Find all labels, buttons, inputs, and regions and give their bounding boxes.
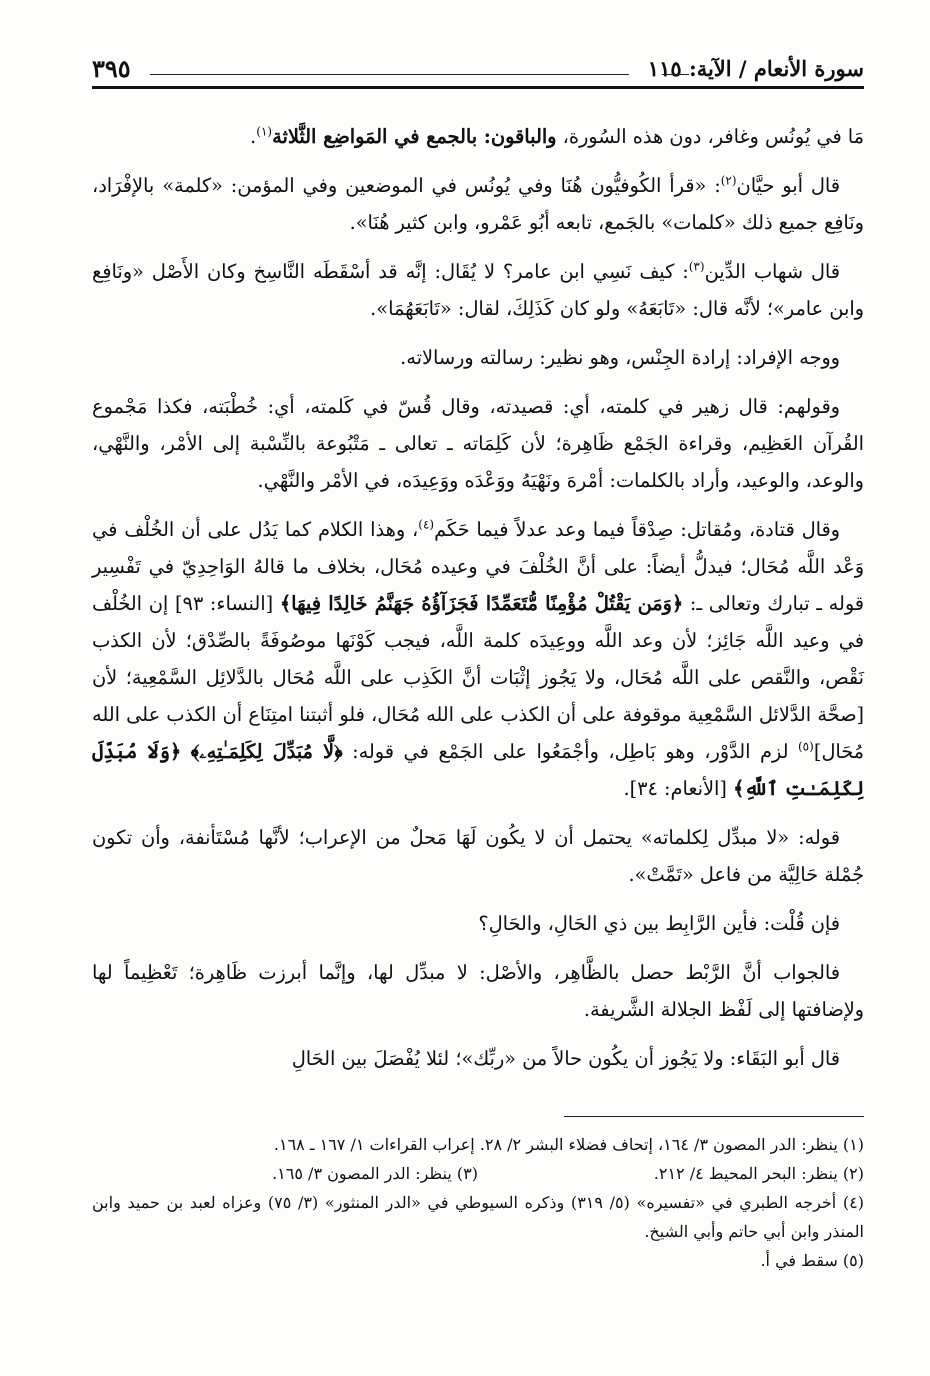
paragraph-text: لزم الدَّوْر، وهو بَاطِل، وأجْمَعُوا على الجَمْع في قوله: — [342, 740, 798, 763]
book-page — [92, 52, 865, 1270]
paragraph-text: [الأنعام: ٣٤]. — [623, 777, 733, 800]
paragraph-9: فالجواب أنَّ الرَّبْط حصل بالظَّاهِر، والأصْل: لا مبدِّل لها، وإنَّما أبرزت ظَاهِرة؛ تَعْظِيماً لها ولإضافتها إلى لَفْظ الجلالة الشَّريفة. — [92, 961, 864, 1021]
footnote-1: (١) ينظر: الدر المصون ٣/ ١٦٤، إتحاف فضلاء البشر ٢/ ٢٨. إعراب القراءات ١/ ١٦٧ ـ ١٦٨. — [273, 1135, 864, 1154]
paragraph-5: وقولهم: قال زهير في كلمته، أي: قصيدته، وقال قُسّ في كَلمته، أي: خُطْبَته، فكذا مَجْموع القُرآن العَظِيم، وقراءة الجَمْع ظَاهِرة؛ لأن كَلِمَاته ـ تعالى ـ مَتْبُوعة بالنِّسْبة إلى الأمْر، والنَّهْي، والوعد، والوعيد، وأراد بالكلمات: أمْرهَ ونَهْيَهُ ووَعْدَه ووَعِيدَه، في الأمْر والنَّهْي. — [92, 395, 864, 492]
footnote-ref-1[interactable]: (١) — [256, 124, 273, 139]
header-rule-short — [662, 74, 689, 75]
footnote-row — [92, 1159, 864, 1188]
paragraph-text: مَا في يُونُس وغافر، دون هذه السُورة، — [556, 125, 864, 148]
paragraph-text: قال شهاب الدِّين — [704, 260, 840, 283]
paragraph-text: وقال قتادة، ومُقاتل: صِدْقاً فيما وعد عدلاً فيما حَكَم — [434, 518, 840, 541]
page-number: ٣٩٥ — [92, 54, 131, 83]
paragraph-10: قال أبو البَقَاء: ولا يَجُوز أن يكُون حالاً من «ربِّك»؛ لئلا يُفْصَلَ بين الحَالِ — [291, 1047, 840, 1070]
surah-ayah-label: سورة الأنعام / الآية: ١١٥ — [647, 56, 864, 81]
paragraph-text — [181, 740, 191, 763]
paragraph-4: ووجه الإفراد: إرادة الجِنْس، وهو نظير: رسالته ورسالاته. — [400, 346, 840, 369]
page-header — [92, 52, 864, 88]
paragraph-text: قال أبو حيَّان — [736, 174, 840, 197]
paragraph-3 — [92, 253, 864, 327]
footnote-ref-5[interactable]: (٥) — [797, 739, 814, 754]
quran-verse: ﴿وَمَن يَقْتُلْ مُؤْمِنًا مُّتَعَمِّدًا فَجَزَآؤُهُ جَهَنَّمُ خَالِدًا فِيهَا﴾ — [279, 592, 684, 615]
footnote-ref-2[interactable]: (٢) — [720, 173, 737, 188]
quran-verse: ﴿لَّا مُبَدِّلَ لِكَلِمَـٰتِهِۦ﴾ — [190, 740, 343, 763]
footnote-separator — [564, 1116, 864, 1117]
header-rule-long — [150, 74, 629, 75]
paragraph-text: ، وهذا الكلام كما يَدُل على أن الخُلْف في وَعْد اللَّه مُحَال؛ فيدلُّ أيضاً: على أنَّ الخُلْفَ في وعيده مُحَال، بخلاف ما قالهُ الوَاحِدِيّ في تَفْسِير قوله ـ تبارك وتعالى ـ: — [92, 518, 865, 615]
footnote-ref-4[interactable]: (٤) — [418, 517, 435, 532]
paragraph-6 — [92, 511, 864, 807]
paragraph-text: : «قرأ الكُوفيُّون هُنَا وفي يُونُس في الموضعين وفي المؤمن: «كلمة» بالإفْرَاد، ونَافِع جميع ذلك «كلمات» بالجَمع، تابعه أبُو عَمْرو، وابن كثير هُنَا». — [92, 174, 864, 234]
footnote-ref-3[interactable]: (٣) — [688, 259, 705, 274]
footnotes — [92, 1130, 864, 1275]
paragraph-1 — [92, 118, 864, 155]
paragraph-8: فإن قُلْت: فأين الرَّابِط بين ذي الحَالِ، والحَالِ؟ — [478, 912, 840, 935]
bold-phrase: والباقون: بالجمع في المَواضِع الثَّلاثة — [272, 125, 557, 148]
footnote-3: (٣) ينظر: الدر المصون ٣/ ١٦٥. — [272, 1164, 478, 1183]
paragraph-7: قوله: «لا مبدِّل لِكلماته» يحتمل أن لا يكُون لَهَا مَحلٌ من الإعراب؛ لأنَّها مُسْتَأنفة، وأن تكون جُمْلة حَالِيَّة من فاعل «تَمَّتْ». — [92, 826, 864, 886]
footnote-2: (٢) ينظر: البحر المحيط ٤/ ٢١٢. — [653, 1164, 864, 1183]
paragraph-2 — [92, 167, 864, 241]
header-divider — [92, 86, 864, 89]
paragraph-text: . — [250, 125, 257, 148]
paragraph-text: [النساء: ٩٣] إن الخُلْف في وعيد اللَّه جَائِز؛ لأن وعد اللَّه ووعِيدَه كلمة اللَّه، فيجب كَوْنَها موصُوفَةً بالصِّدْق؛ لأن الكذب نَقْص، والنَّقص على اللَّه مُحَال، ولا يَجُوز إثْبَات أنَّ الكَذِب على اللَّه مُحَال بالدَّلائِل السَّمْعِية؛ لأن [صحَّة الدَّلائل السَّمْعِية موقوفة على أن الكذب على الله مُحَال، فلو أثبتنا امتِنَاع أن الكذب على الله مُحَال] — [92, 592, 864, 763]
footnote-4: (٤) أخرجه الطبري في «تفسيره» (٥/ ٣١٩) وذكره السيوطي في «الدر المنثور» (٣/ ٧٥) وعزاه لعبد بن حميد وابن المنذر وابن أبي حاتم وأبي الشيخ. — [92, 1193, 864, 1241]
quran-verse: ﴿وَلَا مُبَدِّلَ لِكَلِمَـٰتِ ٱللَّهِ﴾ — [92, 740, 864, 800]
footnote-5: (٥) سقط في أ. — [760, 1251, 864, 1270]
main-text — [92, 118, 864, 1077]
paragraph-text: : كيف نَسِي ابن عامر؟ لا يُقَال: إنَّه قد أسْقَطَه النَّاسِخ وكان الأَصْل «ونَافِع وابن عامر»؛ لأنَّه قال: «تَابَعَهُ» ولو كان كَذَلِكَ، لقال: «تَابَعَهُمَا». — [92, 260, 864, 320]
